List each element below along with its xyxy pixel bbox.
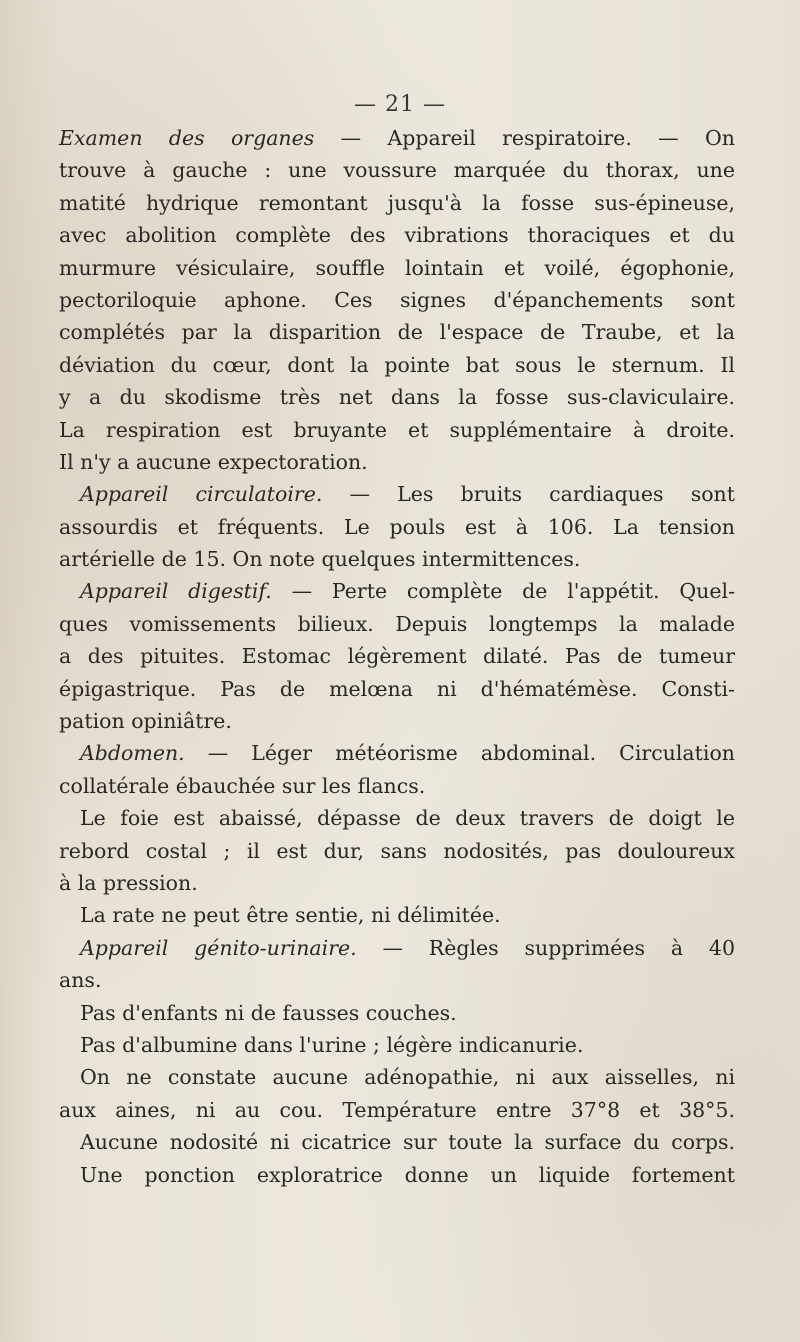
line-text: — Appareil respiratoire. — On [314, 126, 735, 150]
text-line [59, 737, 735, 769]
line-text: rebord costal ; il est dur, sans nodosités, pas douloureux [59, 838, 735, 863]
line-text: — Léger météorisme abdominal. Circulation [184, 741, 735, 766]
line-text: assourdis et fréquents. Le pouls est à 106. La tension [59, 514, 735, 539]
line-text: aux aines, ni au cou. Température entre 37°8 et 38°5. [59, 1097, 735, 1122]
text-line [59, 446, 735, 478]
text-line [59, 187, 735, 219]
page-number: — 21 — [354, 92, 446, 117]
text-line [59, 122, 735, 154]
line-text: murmure vésiculaire, souffle lointain et voilé, égophonie, [59, 255, 735, 280]
text-line [59, 867, 735, 899]
line-text: — Règles supprimées à 40 [356, 935, 736, 960]
line-text: La respiration est bruyante et supplémentaire à droite. [59, 417, 735, 442]
line-text: La rate ne peut être sentie, ni délimitée. [80, 903, 501, 928]
line-text: à la pression. [59, 870, 198, 895]
line-text: artérielle de 15. On note quelques intermittences. [59, 547, 581, 572]
text-line [59, 705, 735, 737]
text-line [59, 673, 735, 705]
line-text: déviation du cœur, dont la pointe bat sous le sternum. Il [59, 352, 735, 377]
text-line [59, 640, 735, 672]
text-line [59, 543, 735, 575]
section-heading: Appareil circulatoire. [80, 482, 323, 507]
text-line [59, 316, 735, 348]
body-text [59, 122, 735, 1191]
line-text: Le foie est abaissé, dépasse de deux travers de doigt le [80, 806, 735, 831]
text-line [59, 1029, 735, 1061]
text-line [59, 219, 735, 251]
line-text: ans. [59, 968, 102, 993]
text-line [59, 964, 735, 996]
section-heading: Examen des organes [59, 126, 315, 150]
line-text: Une ponction exploratrice donne un liquide fortement [80, 1162, 735, 1187]
section-heading: Appareil génito-urinaire. [80, 935, 357, 960]
text-line [59, 997, 735, 1029]
line-text: pation opiniâtre. [59, 709, 232, 734]
line-text: matité hydrique remontant jusqu'à la fosse sus-épineuse, [59, 190, 735, 215]
section-heading: Abdomen. [80, 741, 185, 766]
text-line [59, 932, 735, 964]
text-line [59, 608, 735, 640]
text-line [59, 802, 735, 834]
line-text: a des pituites. Estomac légèrement dilaté. Pas de tumeur [59, 644, 735, 669]
text-line [59, 284, 735, 316]
text-line [59, 575, 735, 607]
line-text: ques vomissements bilieux. Depuis longtemps la malade [59, 611, 735, 636]
line-text: complétés par la disparition de l'espace de Traube, et la [59, 320, 735, 345]
text-line [59, 381, 735, 413]
line-text: épigastrique. Pas de melœna ni d'hématémèse. Consti- [59, 676, 735, 701]
text-line [59, 1126, 735, 1158]
line-text: Aucune nodosité ni cicatrice sur toute la surface du corps. [80, 1130, 735, 1155]
section-heading: Appareil digestif. [80, 579, 272, 604]
text-line [59, 414, 735, 446]
line-text: — Perte complète de l'appétit. Quel- [271, 579, 735, 604]
line-text: Pas d'albumine dans l'urine ; légère indicanurie. [80, 1032, 584, 1057]
line-text: avec abolition complète des vibrations thoraciques et du [59, 223, 735, 248]
text-line [59, 252, 735, 284]
text-line [59, 478, 735, 510]
line-text: collatérale ébauchée sur les flancs. [59, 773, 426, 798]
text-line [59, 899, 735, 931]
text-line [59, 349, 735, 381]
text-line [59, 511, 735, 543]
line-text: Pas d'enfants ni de fausses couches. [80, 1000, 457, 1025]
text-line [59, 835, 735, 867]
line-text: — Les bruits cardiaques sont [322, 482, 735, 507]
line-text: trouve à gauche : une voussure marquée du thorax, une [59, 158, 735, 183]
text-line [59, 770, 735, 802]
text-line [59, 1159, 735, 1191]
line-text: pectoriloquie aphone. Ces signes d'épanchements sont [59, 287, 735, 312]
line-text: On ne constate aucune adénopathie, ni aux aisselles, ni [80, 1065, 735, 1090]
text-line [59, 1061, 735, 1093]
line-text: Il n'y a aucune expectoration. [59, 449, 368, 474]
line-text: y a du skodisme très net dans la fosse sus-claviculaire. [59, 385, 735, 410]
text-line [59, 154, 735, 186]
text-line [59, 1094, 735, 1126]
